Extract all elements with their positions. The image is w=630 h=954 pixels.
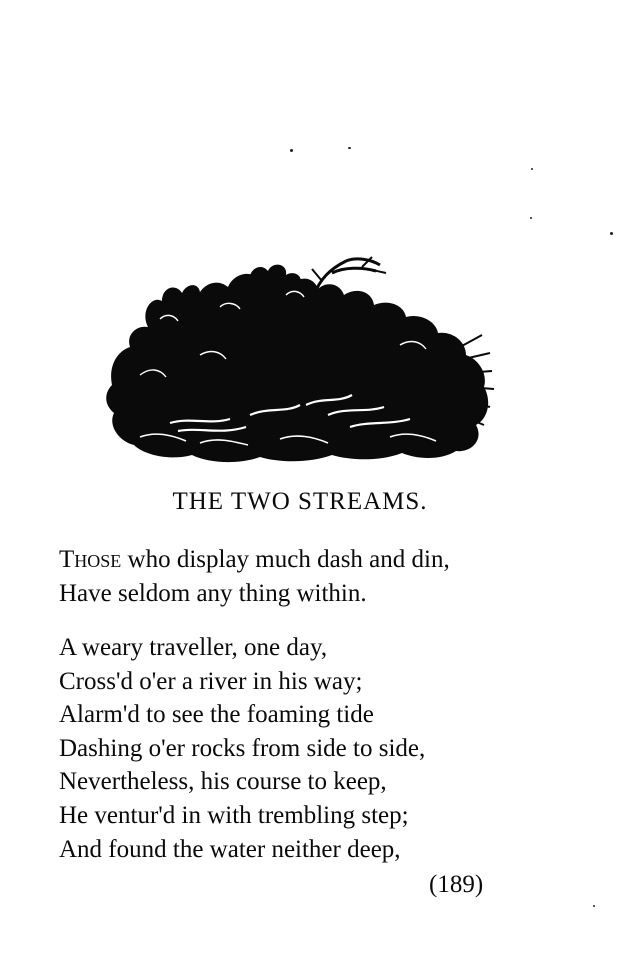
poem-line: Nevertheless, his course to keep,: [59, 768, 387, 796]
print-speck: [593, 905, 595, 907]
poem-line: Have seldom any thing within.: [59, 579, 367, 607]
poem-line: A weary traveller, one day,: [59, 634, 328, 661]
poem-title: THE TWO STREAMS.: [172, 488, 428, 515]
center-shrub: [249, 265, 301, 287]
poem-line: Cross'd o'er a river in his way;: [59, 667, 363, 695]
print-speck: [530, 217, 532, 219]
poem-stanza: [59, 631, 559, 866]
first-word-small-caps: Those: [59, 546, 122, 573]
poem-line: He ventur'd in with trembling step;: [59, 801, 409, 829]
first-line-text: who display much dash and din,: [121, 546, 450, 573]
poem-line: [59, 543, 559, 577]
page-number: (189): [429, 871, 484, 898]
print-speck: [348, 147, 351, 149]
print-speck: [531, 168, 533, 170]
poem-line: And found the water neither deep,: [59, 835, 401, 863]
moral-couplet: [59, 543, 559, 610]
poem-line: Dashing o'er rocks from side to side,: [59, 734, 426, 762]
woodcut-vignette: [100, 255, 495, 470]
print-speck: [610, 232, 613, 235]
print-speck: [290, 149, 293, 152]
poem-line: Alarm'd to see the foaming tide: [59, 701, 374, 729]
